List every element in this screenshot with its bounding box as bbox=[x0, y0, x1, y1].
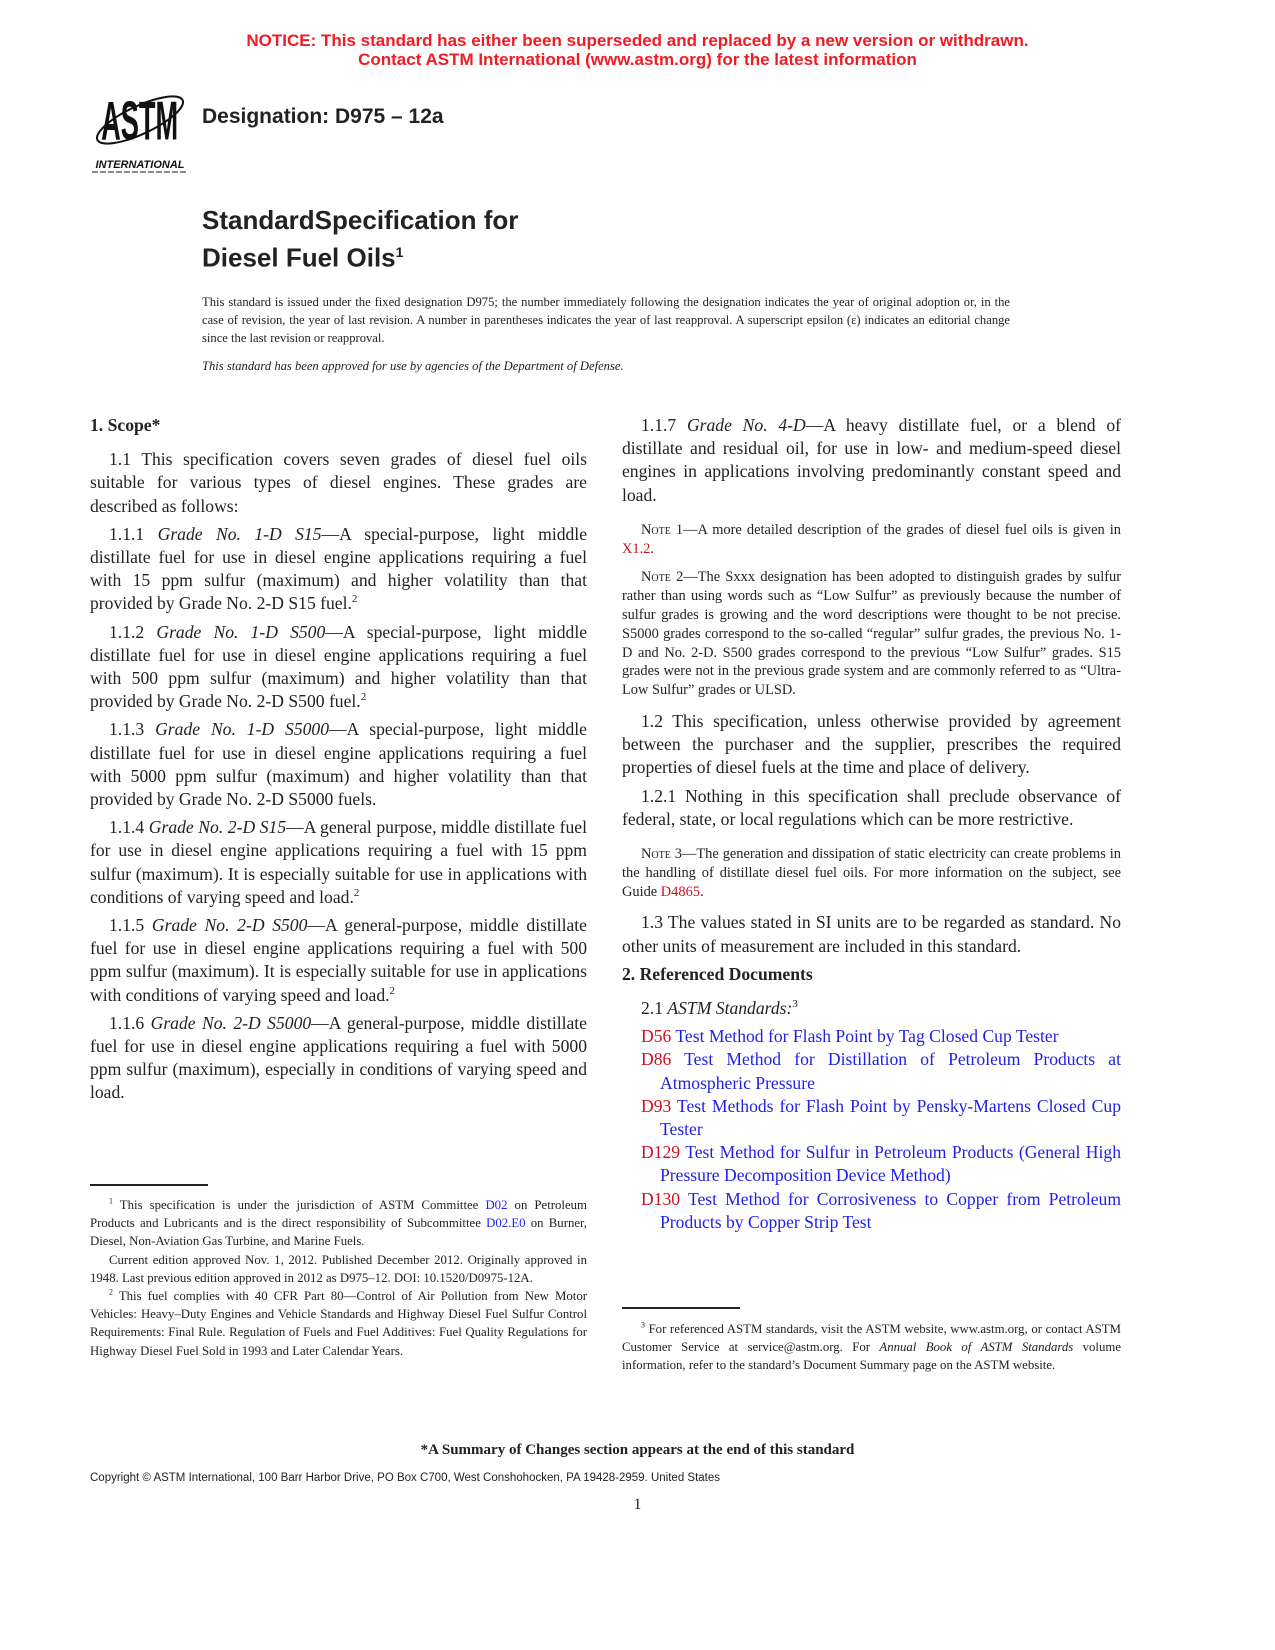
text-run: Grade No. 1-D S500 bbox=[156, 621, 326, 642]
text-run: 1. Scope* bbox=[90, 415, 161, 435]
text-run: 2.1 bbox=[641, 998, 668, 1018]
text-run: Grade No. 2-D S15 bbox=[148, 817, 287, 838]
text-run: 2—The Sxxx designation has been adopted to distinguish grades by sulfur rather than using words such as “Low Sulfur” as previously because the number of sulfur grades is growing and the word descriptions were thought to be not precise. S5000 grades correspond to the so-called “regular” sulfur grades, the previous No. 1-D and No. 2-D. S500 grades correspond to the previous “Low Sulfur” grades. S15 grades were not in the previous grade system and are commonly referred to as “Ultra-Low Sulfur” grades or ULSD. bbox=[622, 569, 1121, 699]
reference-link[interactable]: X1.2 bbox=[622, 540, 651, 557]
text-run: 1.1.4 bbox=[109, 817, 149, 838]
text-run: Note bbox=[641, 846, 671, 862]
summary-of-changes-note: *A Summary of Changes section appears at the end of this standard bbox=[420, 1442, 855, 1458]
text-run: Note bbox=[641, 521, 671, 538]
reference-link[interactable]: D86 bbox=[641, 1049, 672, 1070]
text-run: —A heavy distillate fuel, or a blend of distillate and residual oil, for use in low- and medium-speed diesel engines in applications involving predominantly constant speed and load. bbox=[622, 415, 1121, 505]
paragraph bbox=[90, 816, 587, 909]
right-column bbox=[622, 414, 1121, 1234]
text-run: 1.1.7 bbox=[641, 415, 687, 435]
text-run: 1.2.1 Nothing in this specification shall preclude observance of federal, state, or local regulations which can be more restrictive. bbox=[622, 785, 1121, 829]
paragraph bbox=[622, 911, 1121, 957]
text-run: —A general purpose, middle distillate fuel for use in diesel engine applications requiring a fuel with 15 ppm sulfur (maximum). It is especially suitable for use in applications with conditions of varying speed and load. bbox=[90, 817, 587, 907]
reference-link[interactable]: Test Method for Sulfur in Petroleum Products (General High Pressure Decomposition Device Method) bbox=[660, 1142, 1121, 1186]
paragraph bbox=[90, 1012, 587, 1105]
text-run: —A general-purpose, middle distillate fuel for use in diesel engine applications requiring a fuel with 5000 ppm sulfur (maximum), especially in conditions of varying speed and load. bbox=[90, 1012, 587, 1103]
left-column bbox=[90, 414, 587, 1110]
preamble: This standard is issued under the fixed designation D975; the number immediately following the designation indicates the year of original adoption or, in the case of revision, the year of last revision. A number in parentheses indicates the year of last reapproval. A superscript epsilon (ε) indicates an editorial change since the last revision or reapproval. bbox=[202, 295, 1010, 345]
text-run: —A special-purpose, light middle distillate fuel for use in diesel engine applications requiring a fuel with 15 ppm sulfur (maximum) and higher volatility than that provided by Grade No. 2-D S15 fuel. bbox=[90, 523, 587, 614]
text-run: Note bbox=[641, 569, 671, 586]
text-run: 1.1.1 bbox=[109, 523, 158, 544]
section-heading bbox=[90, 414, 587, 437]
footnote-ref[interactable]: 2 bbox=[353, 887, 360, 899]
reference-link[interactable]: D129 bbox=[641, 1142, 681, 1163]
paragraph bbox=[90, 523, 587, 616]
footnote-divider-left bbox=[90, 1184, 208, 1186]
reference-link[interactable]: D02 bbox=[485, 1198, 508, 1212]
reference-link[interactable]: Test Method for Corrosiveness to Copper from Petroleum Products by Copper Strip Test bbox=[660, 1188, 1121, 1232]
text-run: 1.1.6 bbox=[109, 1012, 151, 1033]
reference-link[interactable]: D130 bbox=[641, 1188, 681, 1209]
footnote-ref[interactable]: 2 bbox=[360, 691, 367, 704]
title-line-2: Diesel Fuel Oils bbox=[202, 242, 396, 273]
text-run: Current edition approved Nov. 1, 2012. Published December 2012. Originally approved in 1948. Last previous edition approved in 2012 as D975–12. DOI: 10.1520/D0975-12A. bbox=[90, 1252, 587, 1285]
paragraph bbox=[90, 621, 587, 714]
page-number: 1 bbox=[633, 1496, 642, 1513]
text-run: This specification is under the jurisdiction of ASTM Committee bbox=[112, 1198, 486, 1212]
designation: Designation: D975 – 12a bbox=[202, 105, 444, 128]
copyright: Copyright © ASTM International, 100 Barr Harbor Drive, PO Box C700, West Conshohocken, PA 19428-2959. United States bbox=[90, 1472, 721, 1484]
text-run: —A special-purpose, light middle distillate fuel for use in diesel engine applications requiring a fuel with 5000 ppm sulfur (maximum) and higher volatility than that provided by Grade No. 2-D S5000 fuels. bbox=[90, 719, 587, 810]
paragraph bbox=[622, 997, 1121, 1020]
paragraph bbox=[622, 785, 1121, 831]
text-run: ASTM Standards: bbox=[667, 998, 793, 1018]
paragraph bbox=[622, 710, 1121, 780]
reference-link[interactable]: D4865 bbox=[660, 883, 700, 900]
text-run: Grade No. 4-D bbox=[686, 415, 806, 435]
text-run: on Petroleum Products and Lubricants and is the direct responsibility of Subcommittee bbox=[90, 1198, 587, 1231]
text-run: 1.1.5 bbox=[109, 915, 152, 936]
text-run: 1.1.3 bbox=[109, 719, 156, 740]
footnote-ref[interactable]: 2 bbox=[389, 984, 395, 997]
reference-link[interactable]: D56 bbox=[641, 1026, 672, 1047]
reference-item bbox=[622, 1025, 1121, 1048]
footnote-divider-right bbox=[622, 1307, 740, 1309]
text-run: For referenced ASTM standards, visit the ASTM website, www.astm.org, or contact ASTM Customer Service at service@astm.org. For bbox=[622, 1322, 1121, 1355]
footnote-ref[interactable]: 2 bbox=[351, 593, 358, 606]
text-run: Grade No. 2-D S500 bbox=[151, 915, 308, 936]
footnote-ref[interactable]: 3 bbox=[641, 1320, 645, 1330]
section-heading bbox=[622, 963, 1121, 986]
notice-line-1: NOTICE: This standard has either been superseded and replaced by a new version or withdrawn. bbox=[246, 31, 1029, 50]
text-run: . bbox=[699, 883, 704, 900]
note bbox=[622, 521, 1121, 559]
text-run: 1—A more detailed description of the grades of diesel fuel oils is given in bbox=[670, 521, 1121, 538]
note bbox=[622, 568, 1121, 700]
title-footnote-ref[interactable]: 1 bbox=[395, 244, 404, 260]
paragraph bbox=[90, 1251, 587, 1287]
svg-text:ASTM: ASTM bbox=[101, 91, 179, 153]
paragraph bbox=[90, 1287, 587, 1360]
paragraph bbox=[622, 1320, 1121, 1375]
document-title bbox=[202, 204, 518, 274]
text-run: 1.2 This specification, unless otherwise provided by agreement between the purchaser and the supplier, prescribes the required properties of diesel fuels at the time and place of delivery. bbox=[622, 710, 1121, 778]
text-run: Annual Book of ASTM Standards bbox=[879, 1340, 1074, 1355]
dod-approval-note: This standard has been approved for use by agencies of the Department of Defense. bbox=[202, 359, 624, 373]
footnotes-right bbox=[622, 1320, 1121, 1375]
notice-line-2: Contact ASTM International (www.astm.org) for the latest information bbox=[358, 50, 917, 69]
text-run: —A special-purpose, light middle distillate fuel for use in diesel engine applications requiring a fuel with 500 ppm sulfur (maximum) and higher volatility than that provided by Grade No. 2-D S500 fuel. bbox=[90, 621, 588, 712]
note bbox=[622, 845, 1121, 901]
reference-link[interactable]: Test Methods for Flash Point by Pensky-Martens Closed Cup Tester bbox=[660, 1095, 1121, 1140]
reference-link[interactable]: D02.E0 bbox=[486, 1216, 526, 1231]
paragraph bbox=[90, 914, 587, 1007]
paragraph bbox=[90, 718, 587, 811]
paragraph bbox=[622, 414, 1121, 507]
astm-logo bbox=[90, 82, 190, 174]
footnote-ref[interactable]: 1 bbox=[109, 1196, 113, 1206]
footnote-ref[interactable]: 2 bbox=[109, 1287, 113, 1297]
reference-item bbox=[622, 1188, 1121, 1234]
paragraph bbox=[90, 1196, 587, 1251]
text-run: 1.1.2 bbox=[109, 621, 157, 642]
reference-link[interactable]: D93 bbox=[641, 1095, 672, 1116]
reference-item bbox=[622, 1095, 1121, 1141]
text-run: on Burner, Diesel, Non-Aviation Gas Turbine, and Marine Fuels. bbox=[90, 1216, 587, 1249]
text-run: Grade No. 2-D S5000 bbox=[150, 1012, 312, 1033]
text-run: 1.3 The values stated in SI units are to be regarded as standard. No other units of measurement are included in this standard. bbox=[622, 912, 1121, 956]
reference-link[interactable]: Test Method for Flash Point by Tag Closed Cup Tester bbox=[671, 1026, 1059, 1047]
svg-text:INTERNATIONAL: INTERNATIONAL bbox=[95, 159, 185, 171]
text-run: Grade No. 1-D S5000 bbox=[155, 719, 330, 740]
text-run: 2. Referenced Documents bbox=[622, 963, 813, 984]
reference-item bbox=[622, 1141, 1121, 1187]
text-run: Grade No. 1-D S15 bbox=[157, 523, 322, 544]
reference-link[interactable]: Test Method for Distillation of Petroleum Products at Atmospheric Pressure bbox=[660, 1049, 1121, 1093]
text-run: volume information, refer to the standard’s Document Summary page on the ASTM website. bbox=[622, 1340, 1121, 1373]
title-line-1: StandardSpecification for bbox=[202, 205, 519, 235]
footnote-ref[interactable]: 3 bbox=[792, 998, 798, 1011]
footnotes-left bbox=[90, 1196, 587, 1360]
astm-logo-icon bbox=[90, 82, 190, 174]
reference-item bbox=[622, 1048, 1121, 1094]
text-run: —A general-purpose, middle distillate fuel for use in diesel engine applications requiring a fuel with 500 ppm sulfur (maximum). It is especially suitable for use in applications with conditions of varying speed and load. bbox=[90, 915, 587, 1005]
text-run: . bbox=[650, 540, 654, 557]
text-run: 1.1 This specification covers seven grades of diesel fuel oils suitable for various types of diesel engines. These grades are described as follows: bbox=[90, 449, 587, 516]
text-run: This fuel complies with 40 CFR Part 80—Control of Air Pollution from New Motor Vehicles: Heavy–Duty Engines and Vehicle Standards and Highway Diesel Fuel Sulfur Control Requirements: Final Rule. Regulation of Fuels and Fuel Additives: Fuel Quality Regulations for Highway Diesel Fuel Sold in 1993 and Later Calendar Years. bbox=[90, 1289, 587, 1358]
withdrawal-notice bbox=[0, 31, 1275, 69]
paragraph bbox=[90, 448, 587, 518]
text-run: 3—The generation and dissipation of static electricity can create problems in the handling of distillate diesel fuel oils. For more information on the subject, see Guide bbox=[622, 846, 1121, 900]
